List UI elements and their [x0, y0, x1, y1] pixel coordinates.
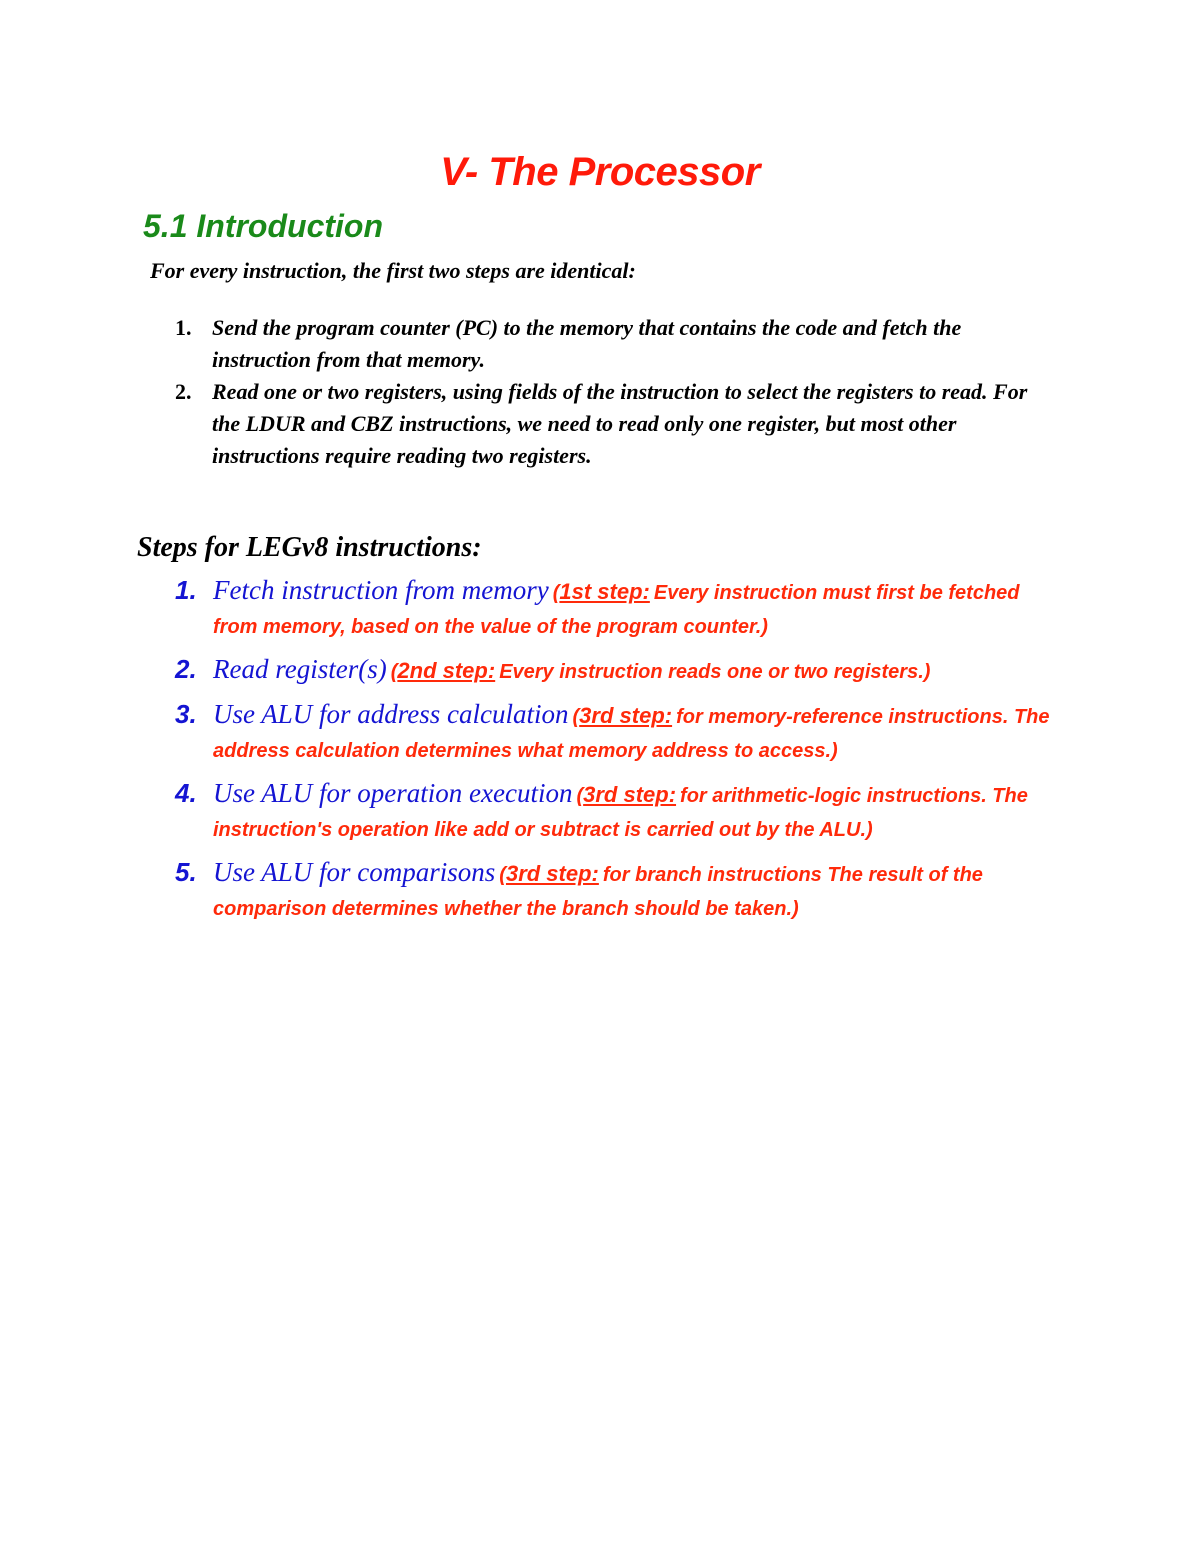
step-description: Every instruction must first be fetched from memory, based on the value of the program counter.)	[213, 582, 1020, 638]
step-tag: 1st step:	[559, 579, 650, 604]
step-open-paren: (	[576, 785, 584, 807]
step-description: for memory-reference instructions. The address calculation determines what memory address to access.)	[213, 706, 1050, 762]
step-item	[175, 698, 1065, 769]
intro-list-item	[175, 376, 1055, 472]
step-item	[175, 856, 1065, 927]
step-item	[175, 777, 1065, 848]
step-description: for arithmetic-logic instructions. The instruction's operation like add or subtract is carried out by the ALU.)	[213, 785, 1028, 841]
intro-item-text: Read one or two registers, using fields of the instruction to select the registers to read. For the LDUR and CBZ instructions, we need to read only one register, but most other instructions require reading two registers.	[212, 379, 1028, 468]
step-tag: 3rd step:	[583, 782, 677, 807]
steps-heading: Steps for LEGv8 instructions:	[137, 532, 482, 563]
step-main-text: Use ALU for operation execution	[213, 778, 573, 808]
intro-item-number: 1.	[175, 315, 192, 340]
step-tag: 3rd step:	[579, 703, 673, 728]
intro-list-item	[175, 312, 1055, 376]
step-number: 1.	[175, 575, 197, 605]
step-number: 4.	[175, 778, 197, 808]
intro-paragraph: For every instruction, the first two steps are identical:	[150, 258, 636, 283]
steps-list	[175, 574, 1065, 935]
step-description: for branch instructions The result of the comparison determines whether the branch should be taken.)	[213, 864, 983, 920]
step-main-text: Fetch instruction from memory	[213, 575, 549, 605]
step-number: 5.	[175, 857, 197, 887]
step-open-paren: (	[552, 582, 560, 604]
section-heading: 5.1 Introduction	[143, 208, 383, 244]
intro-list	[175, 312, 1055, 472]
step-open-paren: (	[390, 661, 398, 683]
step-number: 2.	[175, 654, 197, 684]
step-main-text: Read register(s)	[213, 654, 387, 684]
step-number: 3.	[175, 699, 197, 729]
document-title: V- The Processor	[440, 150, 760, 194]
step-description: Every instruction reads one or two registers.)	[499, 661, 931, 683]
step-item	[175, 574, 1065, 645]
step-tag: 3rd step:	[505, 861, 599, 886]
step-main-text: Use ALU for address calculation	[213, 699, 569, 729]
step-main-text: Use ALU for comparisons	[213, 857, 496, 887]
step-open-paren: (	[572, 706, 580, 728]
step-item	[175, 653, 1065, 690]
step-tag: 2nd step:	[397, 658, 496, 683]
step-open-paren: (	[499, 864, 506, 886]
intro-item-number: 2.	[175, 379, 192, 404]
intro-item-text: Send the program counter (PC) to the memory that contains the code and fetch the instruction from that memory.	[212, 315, 962, 372]
